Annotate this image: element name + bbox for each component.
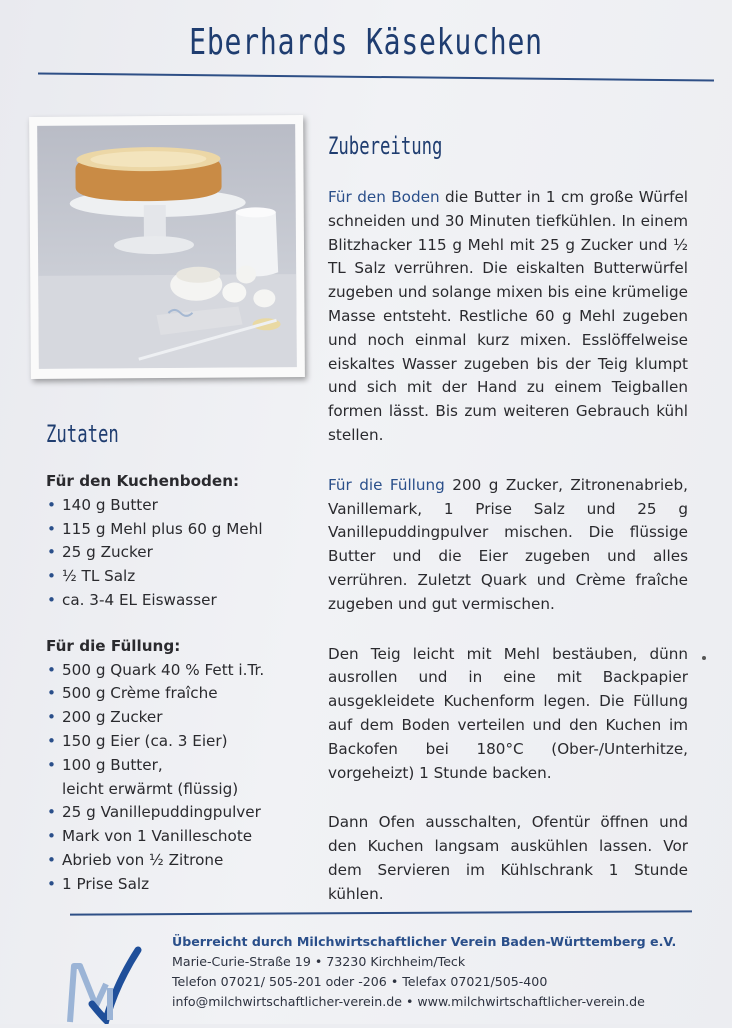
filling-items [46, 659, 306, 897]
ingredients-heading: Zutaten [46, 420, 119, 448]
bullet-icon: • [47, 731, 56, 750]
base-items [46, 494, 306, 613]
bullet-icon: • [47, 590, 56, 609]
bullet-icon: • [47, 708, 56, 727]
title-underline [38, 72, 714, 81]
cheesecake-photo [37, 124, 297, 369]
bullet-icon: • [47, 874, 56, 893]
footer-presenter: Überreicht durch Milchwirtschaftlicher Verein Baden-Württemberg e.V. [172, 934, 677, 949]
bullet-icon: • [47, 567, 56, 586]
filling-heading: Für die Füllung: [46, 636, 181, 655]
list-item: • Mark von 1 Vanilleschote [46, 825, 306, 849]
paper-speck [702, 656, 706, 660]
cheesecake-photo-illustration [37, 124, 297, 369]
list-item: • 25 g Vanillepuddingpulver [46, 801, 306, 825]
base-heading: Für den Kuchenboden: [46, 472, 240, 490]
bullet-icon: • [47, 803, 56, 822]
footer-phone: Telefon 07021/ 505-201 oder -206 • Telefax 07021/505-400 [172, 974, 548, 989]
list-item: • 100 g Butter, leicht erwärmt (flüssig) [47, 755, 239, 798]
step-bake: Den Teig leicht mit Mehl bestäuben, dünn ausrollen und in eine mit Backpapier ausgekleidete Kuchenform legen. Die Füllung auf dem Boden verteilen und den Kuchen im Backofen bei 180°C (Ober-/Unterhitze, vorgeheizt) 1 Stunde backen. [328, 644, 688, 782]
footer [172, 932, 712, 1012]
preparation-steps [328, 186, 688, 933]
bullet-icon: • [47, 660, 56, 679]
list-item: • 115 g Mehl plus 60 g Mehl [46, 518, 306, 542]
step-base-text: die Butter in 1 cm große Würfel schneiden und 30 Minuten tiefkühlen. In einem Blitzhacker 115 g Mehl mit 25 g Zucker und ½ TL Salz verrühren. Die eiskalten Butterwürfel zugeben und solange mixen bis eine krümelige Masse entsteht. Restliche 60 g Mehl zugeben und noch einmal kurz mixen. Esslöffelweise eiskaltes Wasser zugeben bis der Teig klumpt und sich mit der Hand zu einem Teigballen formen lässt. Bis zum weiteren Gebrauch kühl stellen. [328, 188, 689, 444]
preparation-heading: Zubereitung [328, 132, 443, 160]
list-item: • 25 g Zucker [46, 541, 306, 565]
list-item: • ½ TL Salz [46, 565, 306, 589]
mv-logo-icon [66, 944, 142, 1024]
list-item: • 1 Prise Salz [46, 873, 306, 897]
list-item: • 200 g Zucker [46, 706, 306, 730]
step-filling-text: 200 g Zucker, Zitronenabrieb, Vanillemark, 1 Prise Salz und 25 g Vanillepuddingpulver mischen. Die flüssige Butter und die Eier zugeben und alles verrühren. Zuletzt Quark und Crème fraîche zugeben und gut vermischen. [328, 475, 688, 613]
bullet-icon: • [47, 495, 56, 514]
ingredients-list [46, 470, 306, 919]
step-base-label: Für den Boden [328, 188, 440, 206]
bullet-icon: • [47, 850, 56, 869]
list-item: • ca. 3-4 EL Eiswasser [46, 589, 306, 613]
step-filling-label: Für die Füllung [328, 475, 445, 494]
list-item: • 150 g Eier (ca. 3 Eier) [46, 730, 306, 754]
photo-frame [29, 115, 305, 379]
bullet-icon: • [47, 684, 56, 703]
list-item: • 500 g Crème fraîche [46, 682, 306, 706]
list-item: • Abrieb von ½ Zitrone [46, 849, 306, 873]
bullet-icon: • [47, 543, 56, 562]
footer-contact: info@milchwirtschaftlicher-verein.de • www.milchwirtschaftlicher-verein.de [172, 994, 645, 1009]
step-cool: Dann Ofen ausschalten, Ofentür öffnen und den Kuchen langsam auskühlen lassen. Vor dem Servieren im Kühlschrank 1 Stunde kühlen. [328, 813, 688, 903]
step-filling [328, 474, 688, 617]
step-base [328, 186, 688, 448]
list-item: • 500 g Quark 40 % Fett i.Tr. [46, 659, 306, 683]
bullet-icon: • [47, 827, 56, 846]
bullet-icon: • [47, 755, 56, 774]
mv-logo-svg [66, 944, 142, 1024]
footer-address: Marie-Curie-Straße 19 • 73230 Kirchheim/Teck [172, 954, 466, 969]
recipe-title: Eberhards Käsekuchen [189, 22, 543, 63]
list-item: • 140 g Butter [46, 494, 306, 518]
bullet-icon: • [47, 519, 56, 538]
